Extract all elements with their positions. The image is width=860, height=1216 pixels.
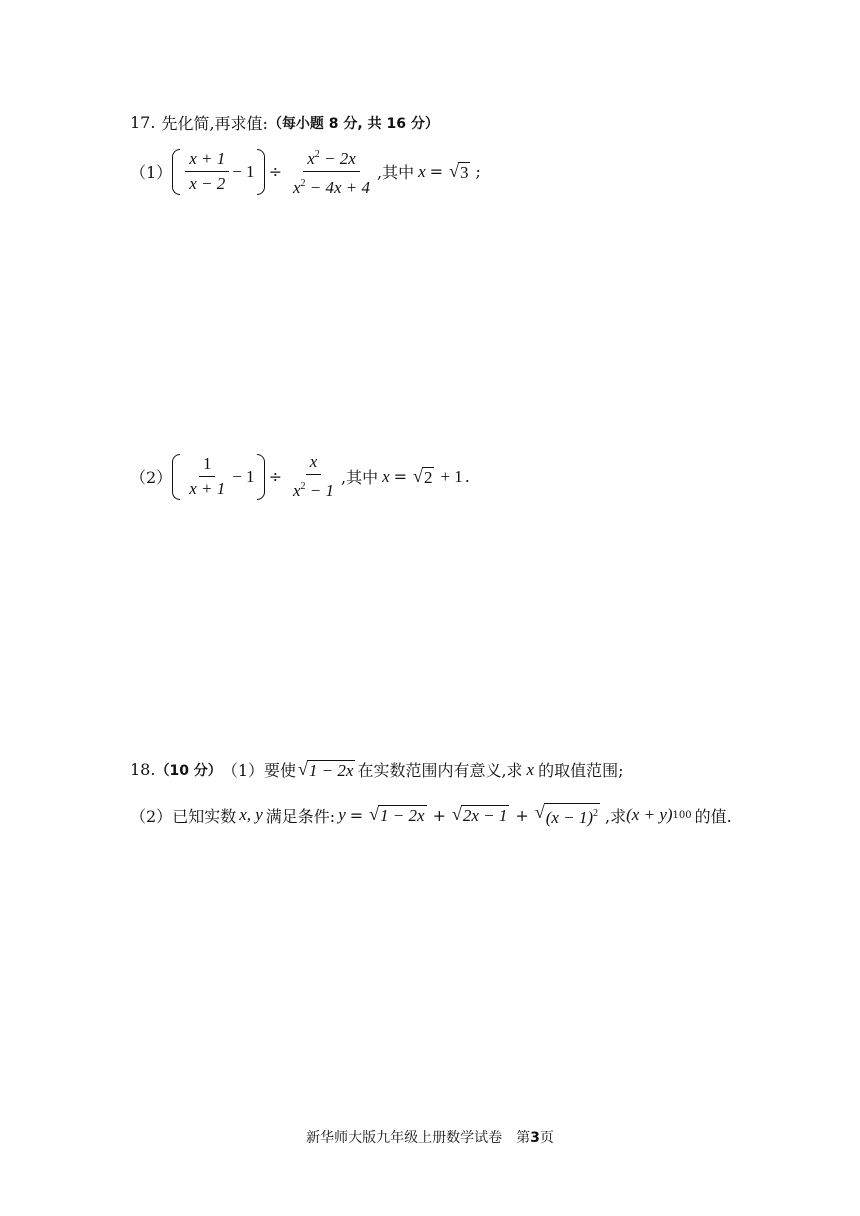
var-x: x xyxy=(382,466,390,486)
fraction-numerator: 1 xyxy=(199,454,216,477)
sqrt-1-minus-2x xyxy=(369,805,426,825)
q17-part2-label: （2） xyxy=(130,468,173,487)
q17-part1-paren-expr xyxy=(172,149,264,195)
q18-part2-label: （2） xyxy=(130,806,173,826)
exponent-100: 100 xyxy=(672,809,692,821)
exponent: 2 xyxy=(300,481,306,492)
fraction-denominator xyxy=(289,475,338,501)
q17-part2-fraction-b xyxy=(289,452,338,501)
q18-part1-text-b: 在实数范围内有意义,求 xyxy=(357,761,523,780)
exponent: 2 xyxy=(314,149,320,160)
plus-sign: + xyxy=(432,805,446,825)
q18-part1 xyxy=(130,758,623,781)
radical-sign: √ xyxy=(413,465,423,486)
numerator-rest: − 2x xyxy=(319,149,356,168)
q18-part2-text-a: 已知实数 xyxy=(172,806,237,826)
q18-score-note: （10 分） xyxy=(155,762,222,779)
denominator-rest: − 1 xyxy=(305,481,334,500)
end-punct: ; xyxy=(475,162,481,181)
q17-heading xyxy=(130,111,439,134)
q17-part1-fraction-a xyxy=(185,149,229,194)
q17-title: 先化简,再求值: xyxy=(161,114,268,133)
q18-part2 xyxy=(130,803,732,827)
radicand: 2 xyxy=(423,467,433,487)
q17-part2-fraction-a xyxy=(185,454,229,499)
where-text: ,其中 xyxy=(377,163,415,182)
q18-part2-text-d: 的值. xyxy=(694,806,732,826)
radical-sign: √ xyxy=(369,804,380,824)
radicand xyxy=(544,803,600,827)
sqrt-x-minus-1-squared xyxy=(535,803,600,827)
exponent: 2 xyxy=(593,808,599,819)
var-y: y xyxy=(338,805,346,824)
division-sign: ÷ xyxy=(268,467,282,486)
vars-xy: x, y xyxy=(239,805,263,824)
var-x: x xyxy=(292,178,301,197)
q18-part1-text-a: 要使 xyxy=(264,761,297,780)
sqrt-1-minus-2x xyxy=(298,760,355,780)
q17-part2 xyxy=(130,452,470,501)
var-x: x xyxy=(307,149,315,168)
minus-one: − 1 xyxy=(232,466,255,486)
var-x: x xyxy=(292,481,301,500)
q17-part1-label: （1） xyxy=(130,163,173,182)
footer-text: 新华师大版九年级上册数学试卷 第 xyxy=(306,1130,531,1146)
q17-score-note: （每小题 8 分, 共 16 分） xyxy=(267,115,439,132)
footer-suffix: 页 xyxy=(539,1130,554,1146)
plus-sign: + xyxy=(515,805,529,825)
where-text: ,其中 xyxy=(341,468,379,487)
page-number: 3 xyxy=(530,1130,540,1146)
q18-part1-label: （1） xyxy=(221,761,264,780)
q18-part1-text-c: 的取值范围; xyxy=(538,761,624,780)
plus-one: + 1 xyxy=(440,466,463,486)
q18-number: 18. xyxy=(130,760,156,779)
var-x: x xyxy=(526,759,535,779)
page-footer xyxy=(0,1127,860,1147)
q17-part1-fraction-b xyxy=(289,145,374,198)
fraction-denominator xyxy=(289,172,374,198)
radicand-base: (x − 1) xyxy=(545,808,594,827)
q17-part1 xyxy=(130,145,481,198)
radical-sign: √ xyxy=(298,758,308,779)
radical-sign: √ xyxy=(534,802,545,822)
equals-sign: = xyxy=(429,162,444,181)
equals-sign: = xyxy=(393,467,408,486)
sqrt-2 xyxy=(413,467,434,487)
q18-part2-text-c: ,求 xyxy=(605,806,627,826)
radicand: 1 − 2x xyxy=(380,806,425,825)
fraction-numerator: x + 1 xyxy=(185,149,229,172)
sqrt-3 xyxy=(449,162,470,182)
fraction-numerator xyxy=(303,145,360,172)
denominator-rest: − 4x + 4 xyxy=(305,178,371,197)
fraction-numerator: x xyxy=(306,452,322,475)
radical-sign: √ xyxy=(451,804,462,824)
q17-number: 17. xyxy=(130,113,156,132)
sqrt-2x-minus-1 xyxy=(452,805,509,825)
radicand: 1 − 2x xyxy=(308,760,354,780)
fraction-denominator: x + 1 xyxy=(189,479,226,498)
fraction-denominator: x − 2 xyxy=(189,174,226,193)
minus-one: − 1 xyxy=(232,161,255,181)
var-x: x xyxy=(418,161,426,181)
radicand: 3 xyxy=(459,162,469,182)
exponent: 2 xyxy=(300,178,306,189)
radicand: 2x − 1 xyxy=(462,806,508,825)
division-sign: ÷ xyxy=(268,162,282,181)
q17-part2-paren-expr xyxy=(172,454,264,500)
equals-sign: = xyxy=(349,805,364,825)
q18-part2-text-b: 满足条件: xyxy=(265,806,336,826)
base-x-plus-y: (x + y) xyxy=(626,805,673,824)
radical-sign: √ xyxy=(449,160,459,181)
end-punct: . xyxy=(464,467,470,486)
